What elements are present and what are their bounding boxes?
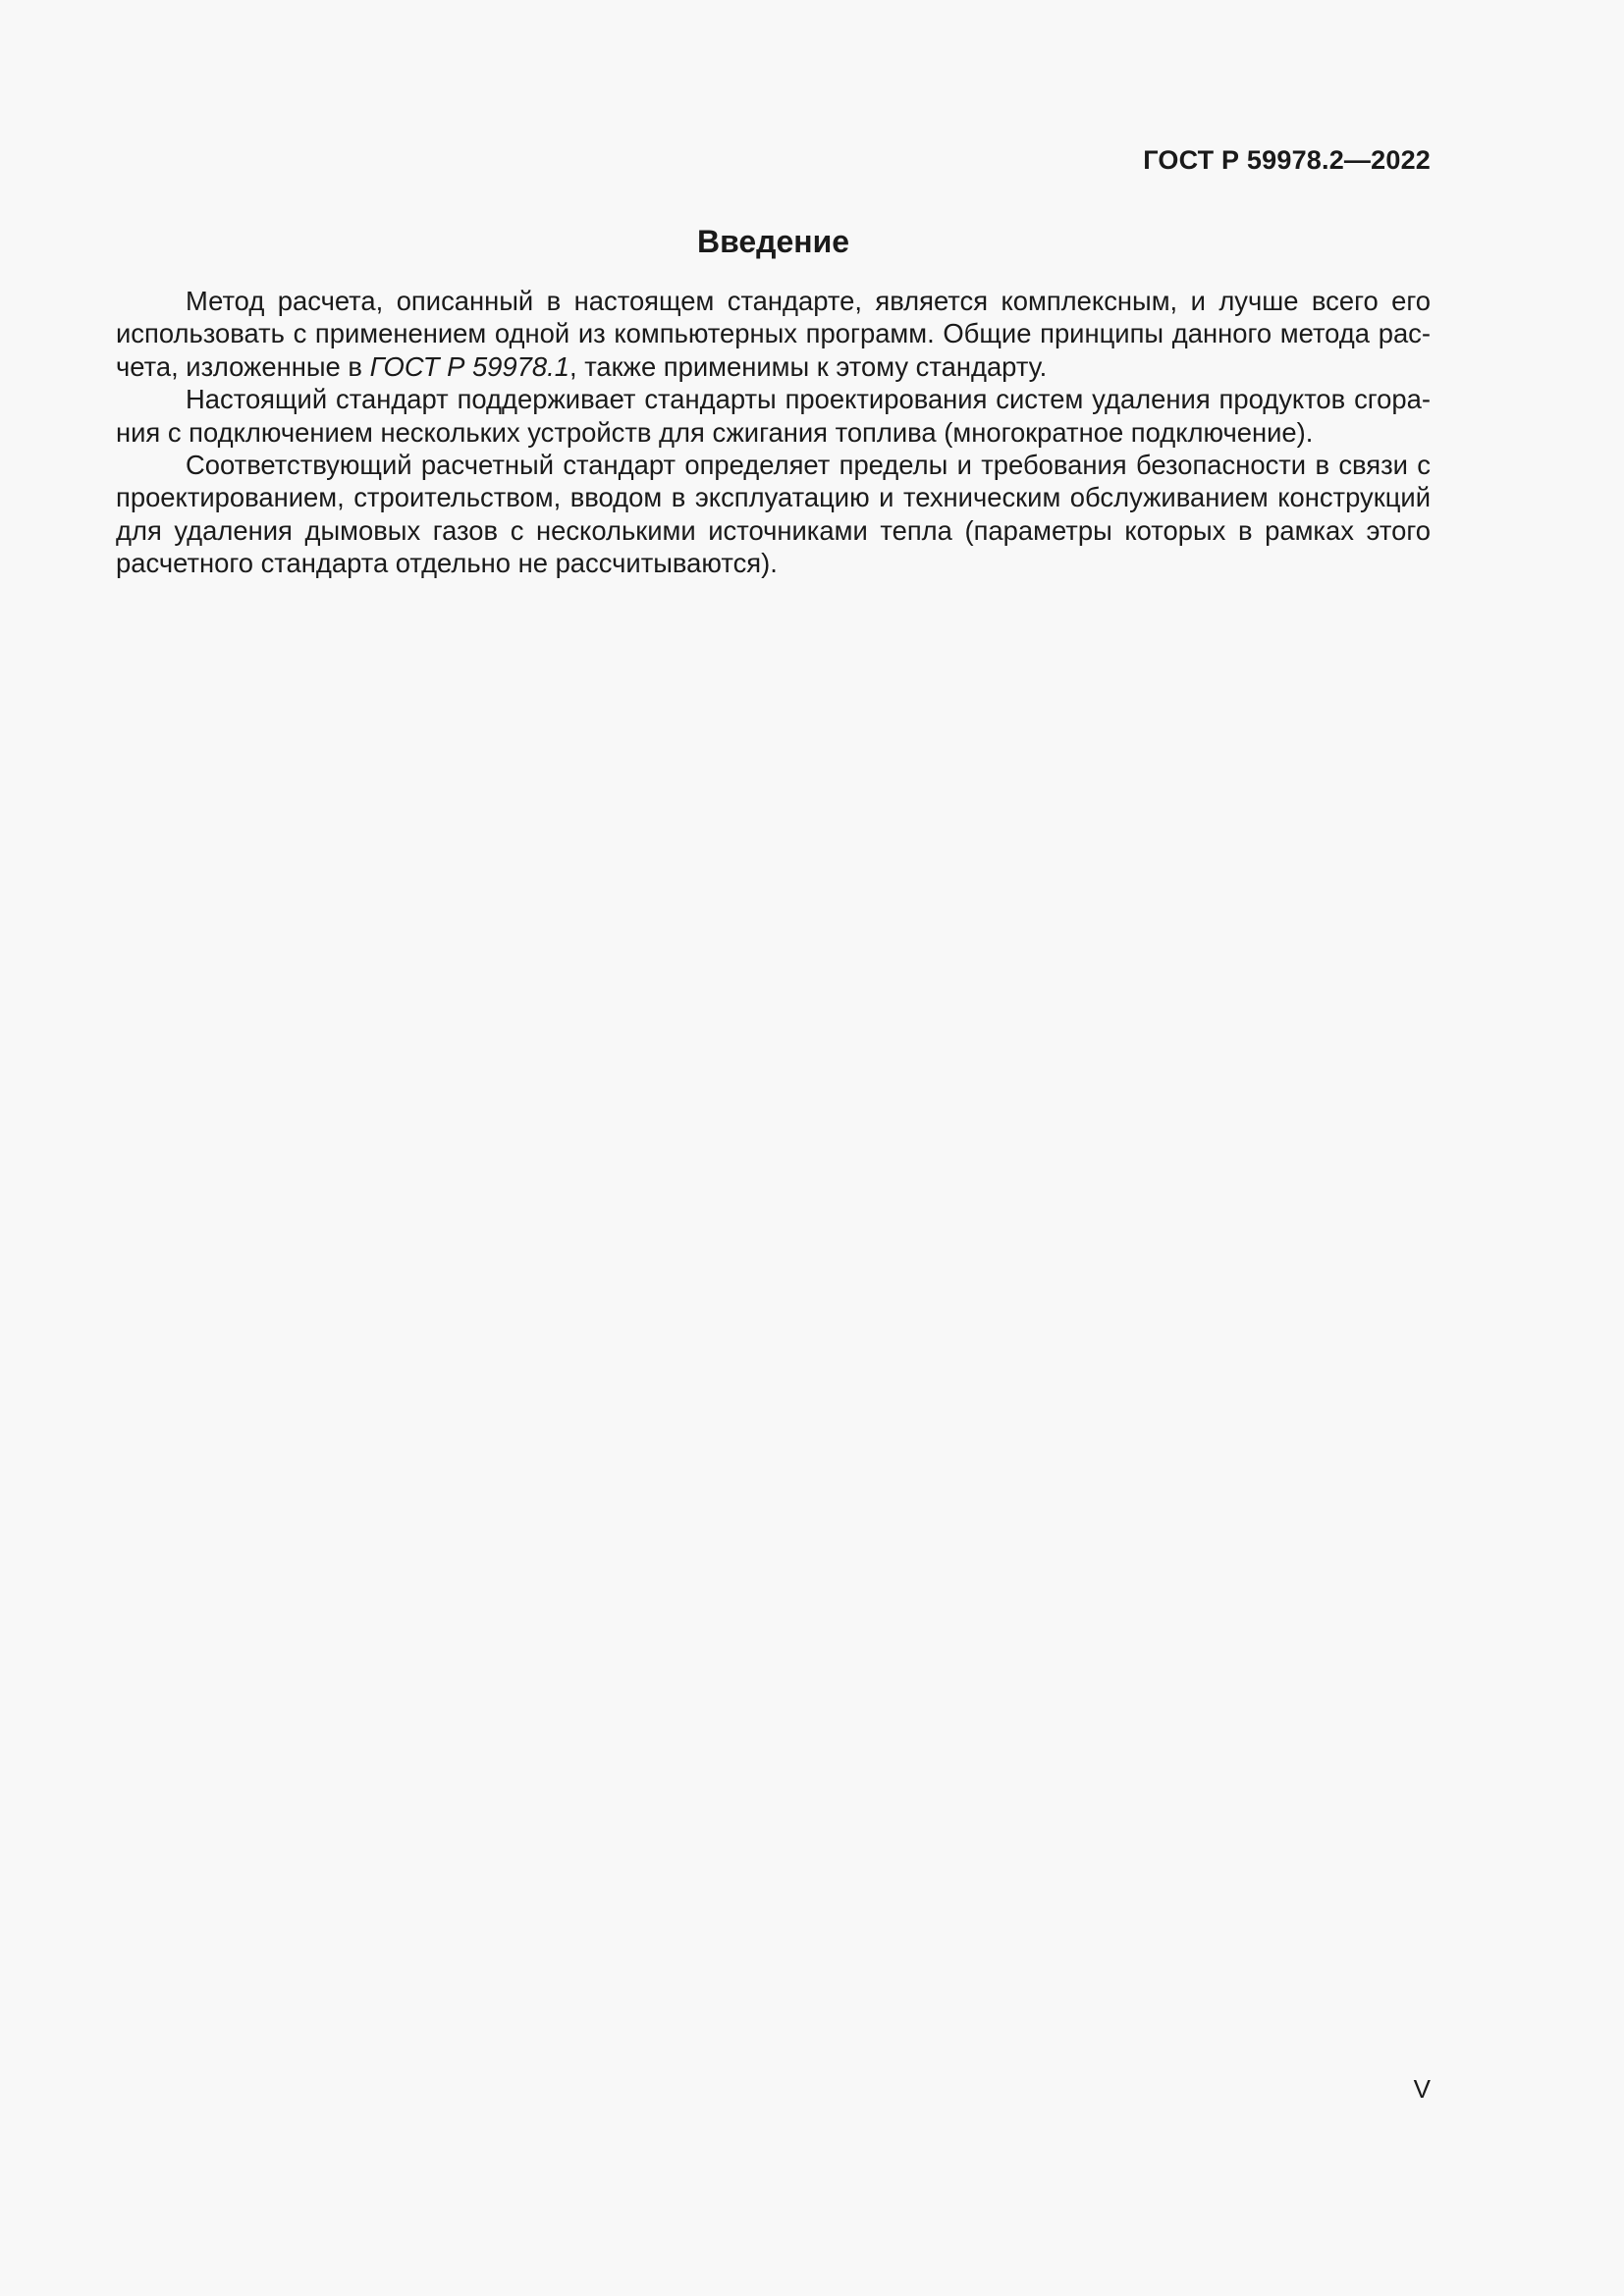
section-title: Введение bbox=[696, 224, 850, 259]
paragraph-1 bbox=[116, 285, 1431, 383]
section-body bbox=[116, 285, 1431, 580]
standard-reference: ГОСТ Р 59978.1 bbox=[369, 350, 569, 382]
paragraph-1-text-after: , также применимы к этому стандарту. bbox=[568, 350, 1048, 382]
page-number: V bbox=[1413, 2074, 1431, 2104]
paragraph-3: Соответствующий расчетный стандарт определяет пределы и требования безопасности в связи с проектированием, строительством, вводом в эксплуатацию и техническим обслуживанием конструкций для удаления дымовых газов с несколькими источниками тепла (параметры которых в рамках этого расчетного стандарта отдельно не рассчитываются). bbox=[116, 450, 1431, 579]
document-code-header: ГОСТ Р 59978.2—2022 bbox=[1143, 145, 1431, 175]
paragraph-2: Настоящий стандарт поддерживает стандарты проектирования систем удаления продуктов сгорания с подключением нескольких устройств для сжигания топлива (многократное подключение). bbox=[116, 384, 1431, 448]
paragraph-1-text-before: Метод расчета, описанный в настоящем стандарте, является комплексным, и лучше всего его использовать с применением одной из компьютерных программ. Общие принципы данного метода расчета, изложенные в bbox=[116, 286, 1431, 382]
